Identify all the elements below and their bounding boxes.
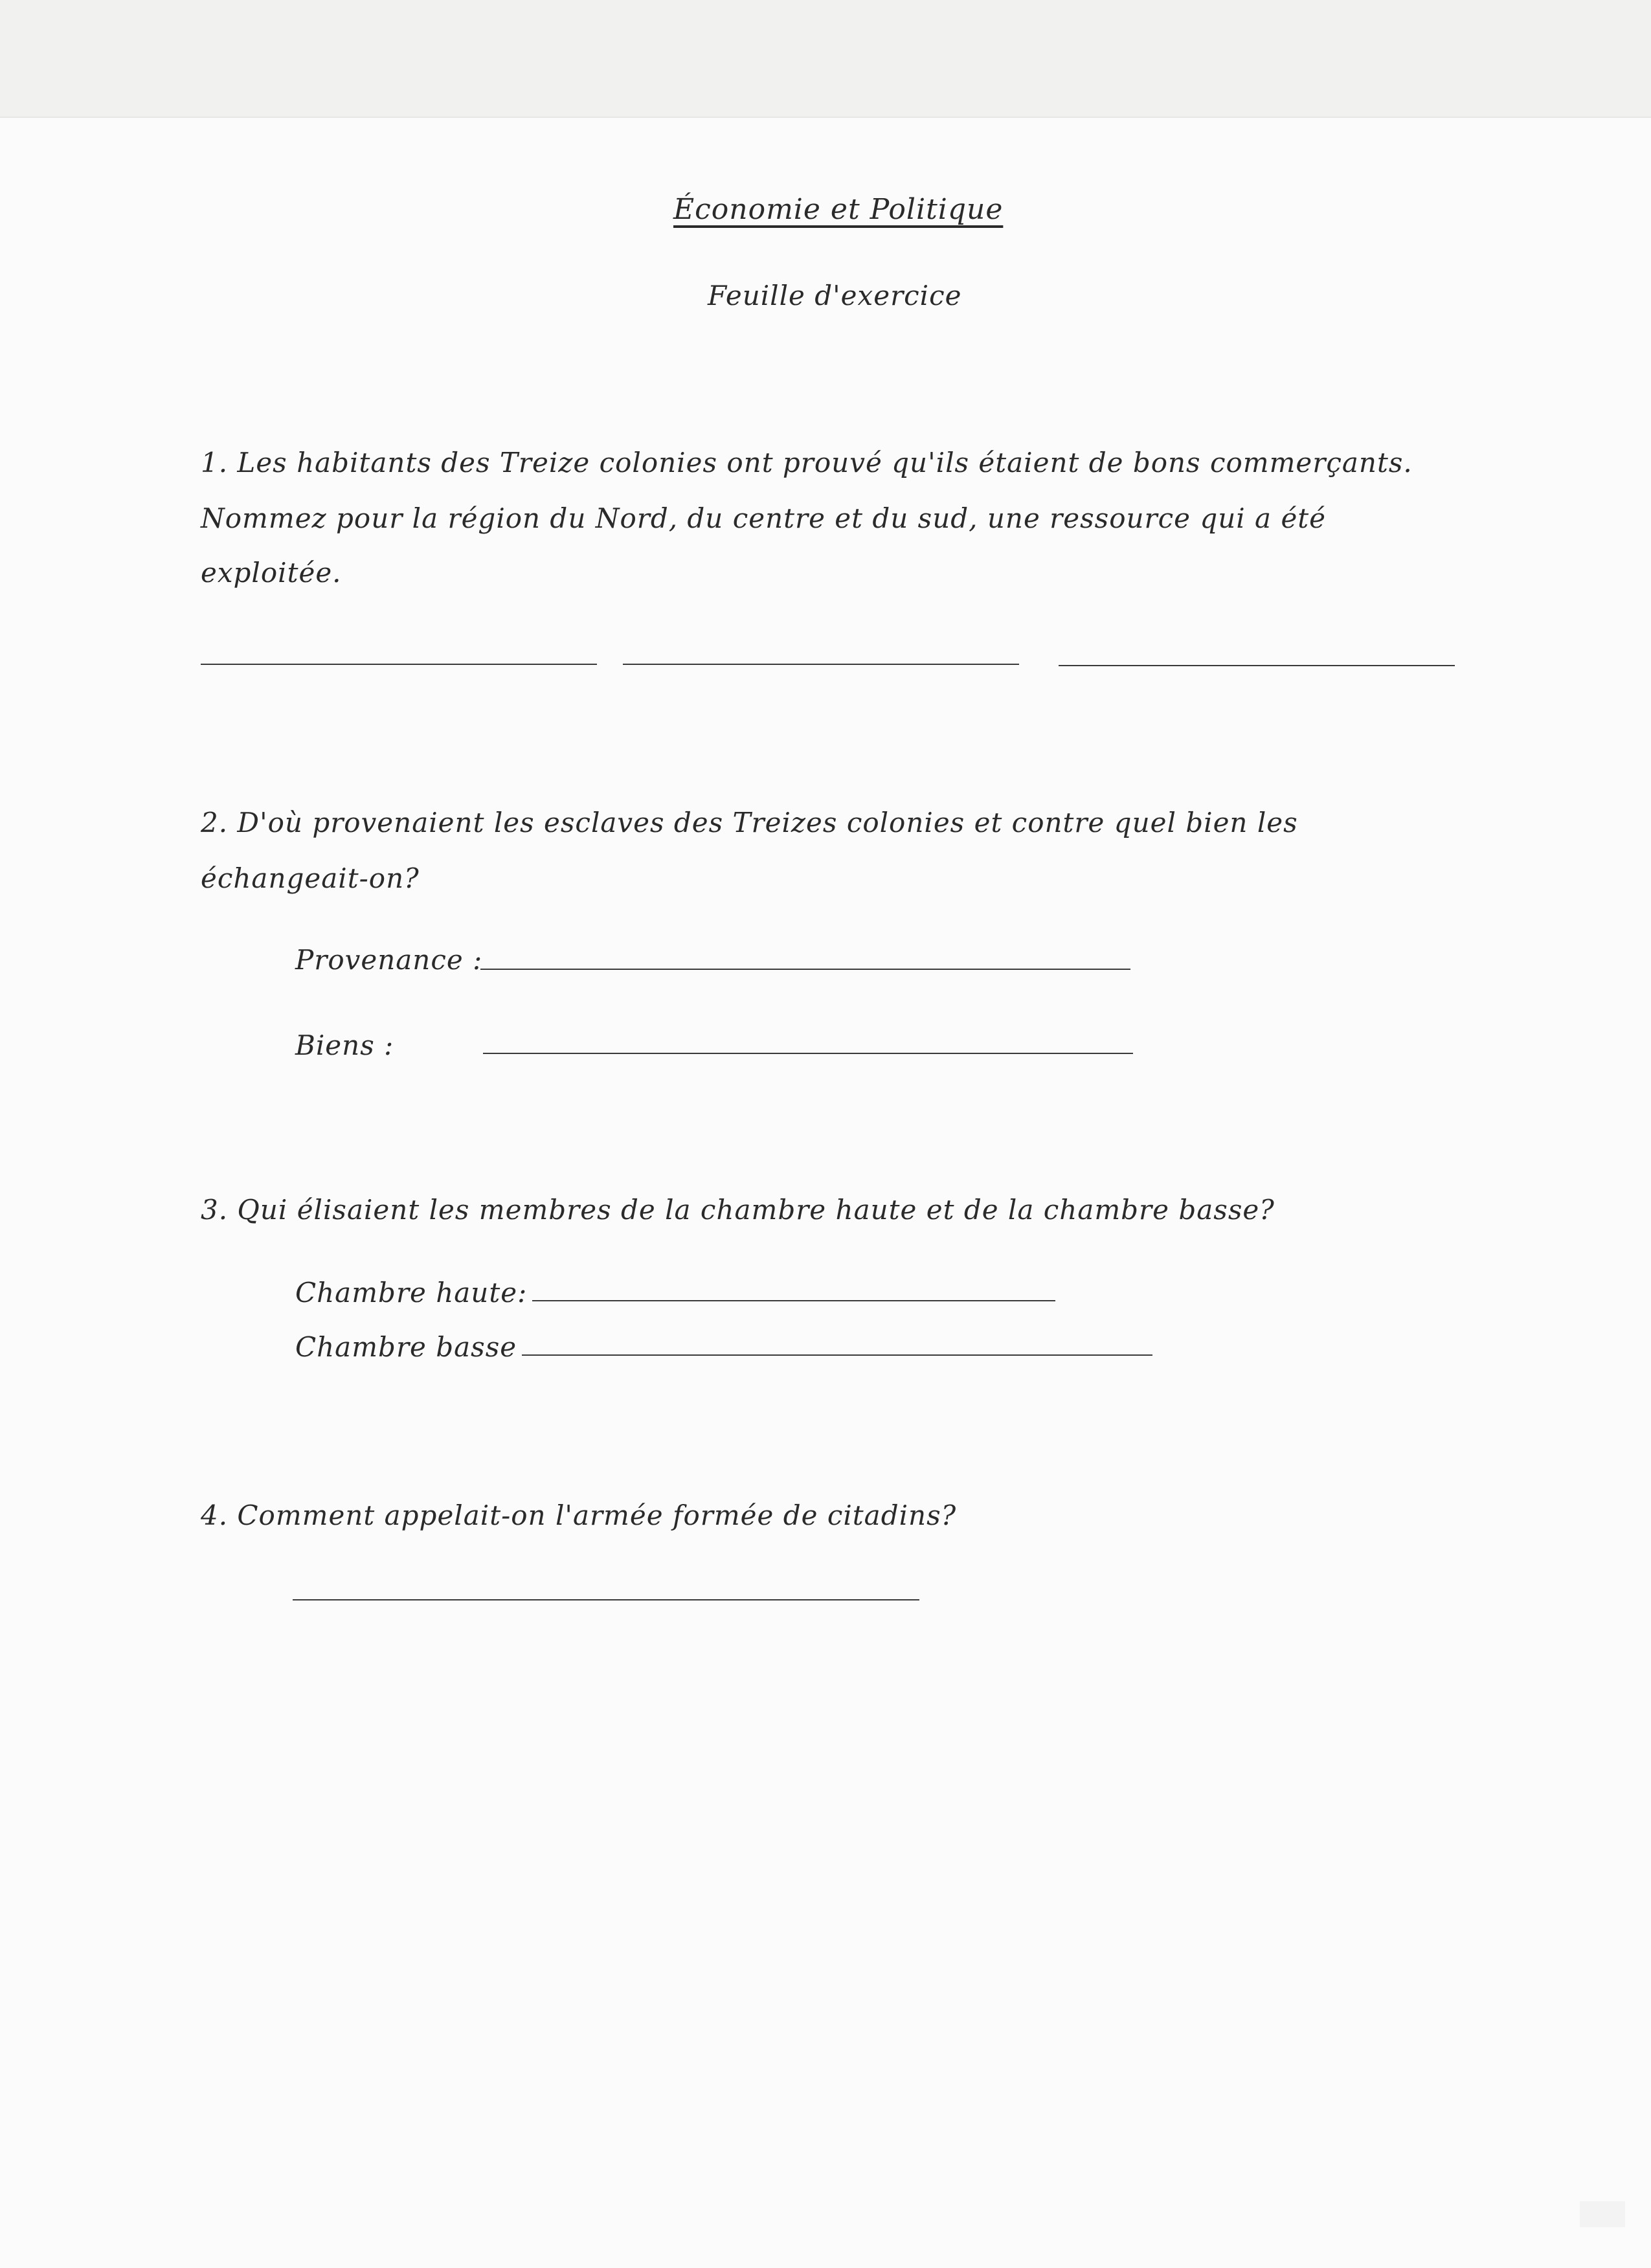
question-4-line-1: 4. Comment appelait-on l'armée formée de citadins? (201, 1499, 957, 1531)
document-subtitle: Feuille d'exercice (708, 280, 962, 311)
question-1-line-3: exploitée. (201, 557, 342, 589)
field-label-provenance: Provenance : (295, 944, 483, 976)
field-label-chambre-haute: Chambre haute: (295, 1277, 528, 1308)
answer-line-biens[interactable] (483, 1053, 1133, 1054)
question-1-line-2: Nommez pour la région du Nord, du centre et du sud, une ressource qui a été (201, 502, 1327, 534)
answer-line-armee[interactable] (293, 1599, 919, 1600)
scan-background-strip (0, 0, 1651, 117)
question-1-line-1: 1. Les habitants des Treize colonies ont prouvé qu'ils étaient de bons commerçants. (201, 447, 1413, 478)
worksheet-page (0, 117, 1651, 2268)
question-2-line-1: 2. D'où provenaient les esclaves des Treizes colonies et contre quel bien les (201, 807, 1298, 838)
answer-line-centre[interactable] (623, 664, 1019, 665)
field-label-biens: Biens : (295, 1029, 394, 1061)
answer-line-provenance[interactable] (480, 969, 1130, 970)
answer-line-south[interactable] (1059, 665, 1455, 666)
question-2-line-2: échangeait-on? (201, 862, 420, 894)
document-title: Économie et Politique (673, 193, 1004, 226)
question-3-line-1: 3. Qui élisaient les membres de la chambre haute et de la chambre basse? (201, 1194, 1275, 1226)
answer-line-north[interactable] (201, 664, 597, 665)
answer-line-chambre-basse[interactable] (522, 1354, 1152, 1356)
answer-line-chambre-haute[interactable] (532, 1300, 1055, 1301)
field-label-chambre-basse: Chambre basse (295, 1331, 517, 1363)
scan-corner-mark (1580, 2201, 1625, 2227)
